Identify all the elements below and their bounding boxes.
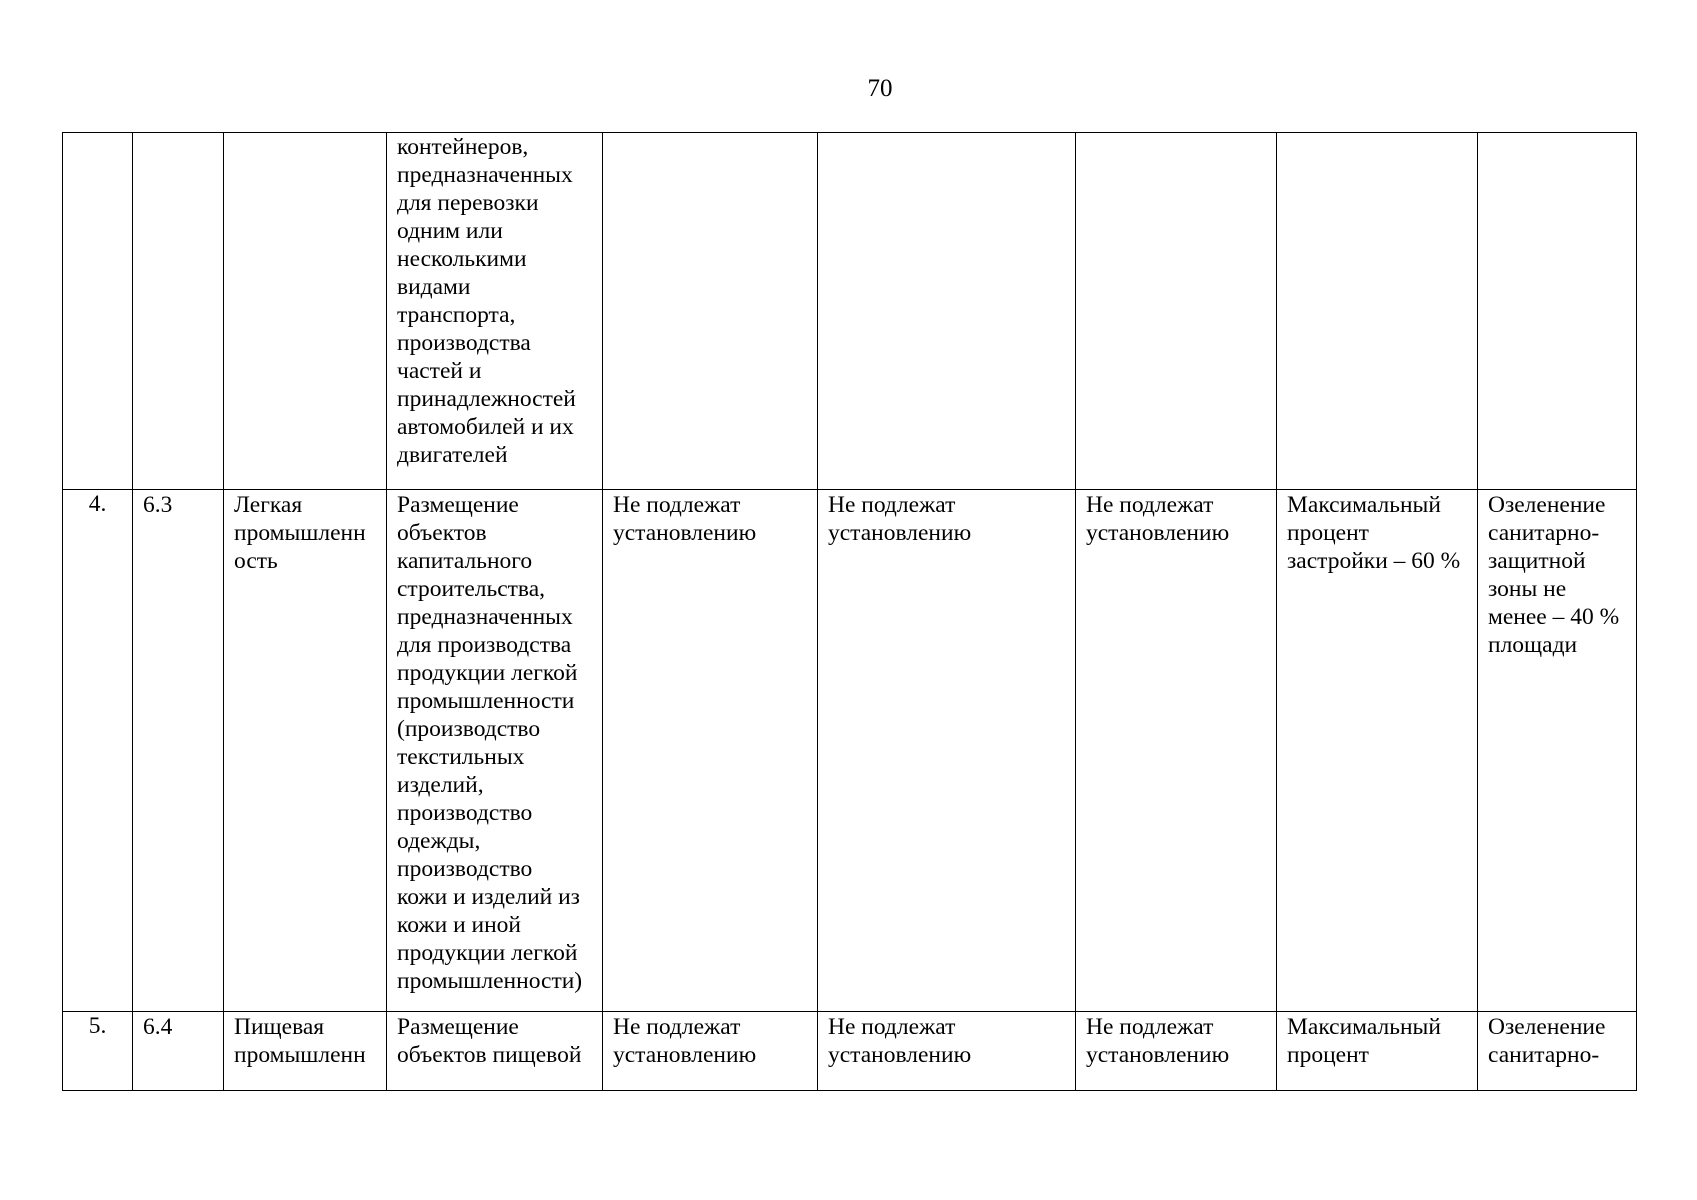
parameter-cell: Не подлежат установлению [818,1012,1076,1091]
page-number: 70 [867,75,893,102]
table-row [63,133,1637,490]
parameter-cell [818,133,1076,490]
row-number: 5. [63,1012,133,1091]
parameter-cell [1076,133,1277,490]
use-name: Легкая промышленн ость [224,490,387,1012]
use-description: Размещение объектов пищевой [387,1012,603,1091]
parameter-cell: Не подлежат установлению [1076,1012,1277,1091]
greening-cell: Озеленение санитарно- [1478,1012,1637,1091]
parameter-cell: Не подлежат установлению [818,490,1076,1012]
use-code: 6.4 [133,1012,224,1091]
parameter-cell: Не подлежат установлению [603,1012,818,1091]
greening-cell [1478,133,1637,490]
row-number [63,133,133,490]
parameter-cell: Не подлежат установлению [603,490,818,1012]
greening-cell: Озеленение санитарно- защитной зоны не менее – 40 % площади [1478,490,1637,1012]
building-percent-cell [1277,133,1478,490]
table-row [63,1012,1637,1091]
use-code [133,133,224,490]
use-code: 6.3 [133,490,224,1012]
building-percent-cell: Максимальный процент [1277,1012,1478,1091]
building-percent-cell: Максимальный процент застройки – 60 % [1277,490,1478,1012]
land-use-table [62,132,1637,1091]
use-description: Размещение объектов капитального строительства, предназначенных для производства продукции легкой промышленности (производство текстильных изделий, производство одежды, производство кожи и изделий из кожи и иной продукции легкой промышленности) [387,490,603,1012]
parameter-cell: Не подлежат установлению [1076,490,1277,1012]
row-number: 4. [63,490,133,1012]
table-row [63,490,1637,1012]
use-description: контейнеров, предназначенных для перевозки одним или несколькими видами транспорта, производства частей и принадлежностей автомобилей и их двигателей [387,133,603,490]
use-name [224,133,387,490]
use-name: Пищевая промышленн [224,1012,387,1091]
parameter-cell [603,133,818,490]
